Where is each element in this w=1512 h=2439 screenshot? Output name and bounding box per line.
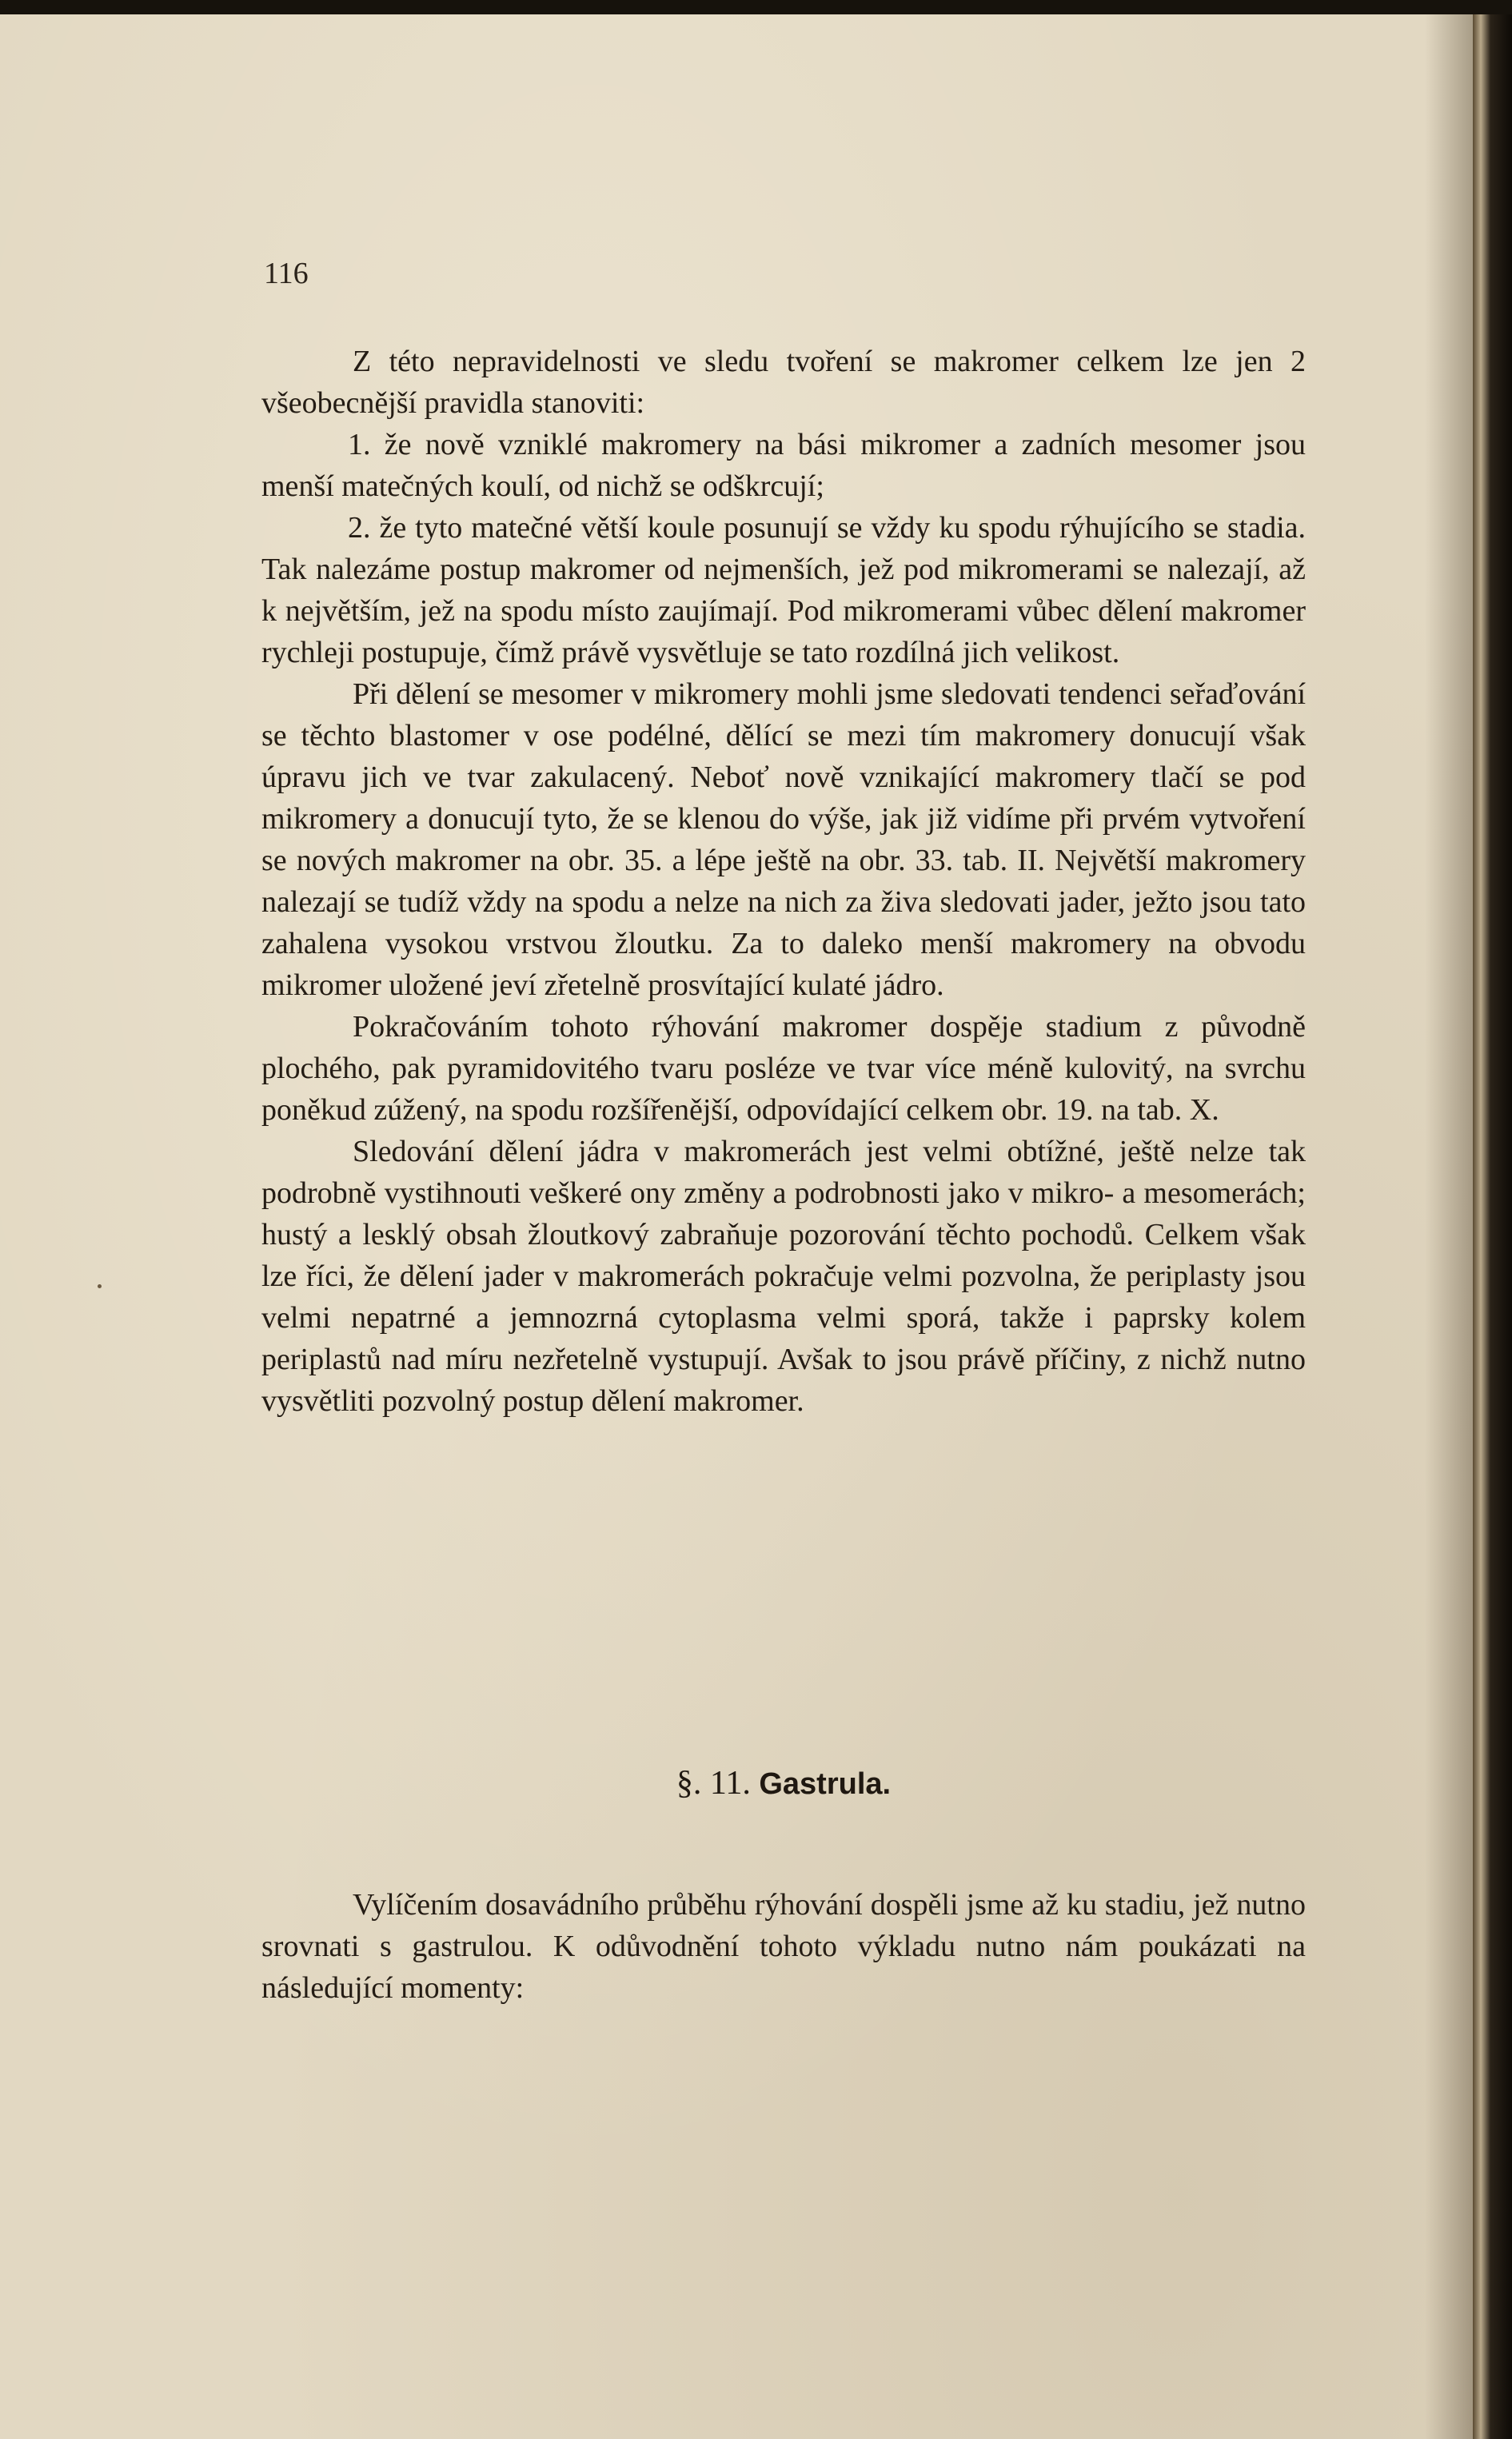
section-number: §. 11. [676, 1765, 751, 1802]
paragraph-gastrula-intro: Vylíčením dosavádního průběhu rýhování dospěli jsme až ku stadiu, jež nutno srovnati s gastrulou. K odůvodnění tohoto výkladu nutno nám poukázati na následující momenty: [261, 1888, 1306, 2005]
paragraph-intro: Z této nepravidelnosti ve sledu tvoření se makromer celkem lze jen 2 všeobecnější pravidla stanoviti: [261, 345, 1306, 420]
page-number: 116 [264, 257, 309, 290]
book-page [0, 14, 1473, 2439]
text-block-after-heading [261, 1884, 1306, 2009]
paragraph-rule-1: 1. že nově vzniklé makromery na bási mikromer a zadních mesomer jsou menší matečných koulí, od nichž se odškrcují; [261, 428, 1306, 503]
page-edge-binding [1473, 14, 1512, 2439]
text-block-before-heading [261, 341, 1306, 1422]
paragraph-mesomer-division: Při dělení se mesomer v mikromery mohli jsme sledovati tendenci seřaďování se těchto blastomer v ose podélné, dělící se mezi tím makromery donucují však úpravu jich ve tvar zakulacený. Neboť nově vznikající makromery tlačí se pod mikromery a donucují tyto, že se klenou do výše, jak již vidíme při prvém vytvoření se nových makromer na obr. 35. a lépe ještě na obr. 33. tab. II. Největší makromery nalezají se tudíž vždy na spodu a nelze na nich za živa sledovati jader, ježto jsou tato zahalena vysokou vrstvou žloutku. Za to daleko menší makromery na obvodu mikromer uložené jeví zřetelně prosvítající kulaté jádro. [261, 677, 1306, 1002]
scan-dust-mark [98, 1284, 102, 1288]
section-title: Gastrula. [759, 1767, 892, 1801]
spine-shadow [1425, 14, 1473, 2439]
section-heading [261, 1764, 1306, 1802]
paragraph-continuation: Pokračováním tohoto rýhování makromer dospěje stadium z původně plochého, pak pyramidovitého tvaru posléze ve tvar více méně kulovitý, na svrchu poněkud zúžený, na spodu rozšířenější, odpovídající celkem obr. 19. na tab. X. [261, 1010, 1306, 1127]
paragraph-rule-2: 2. že tyto matečné větší koule posunují se vždy ku spodu rýhujícího se stadia. Tak nalezáme postup makromer od nejmenších, jež pod mikromerami se nalezají, až k největším, jež na spodu místo zaujímají. Pod mikromerami vůbec dělení makromer rychleji postupuje, čímž právě vysvětluje se tato rozdílná jich velikost. [261, 511, 1306, 669]
paragraph-nucleus-division: Sledování dělení jádra v makromerách jest velmi obtížné, ještě nelze tak podrobně vystihnouti veškeré ony změny a podrobnosti jako v mikro- a mesomerách; hustý a lesklý obsah žloutkový zabraňuje pozorování těchto pochodů. Celkem však lze říci, že dělení jader v makromerách pokračuje velmi pozvolna, že periplasty jsou velmi nepatrné a jemnozrná cytoplasma velmi sporá, takže i paprsky kolem periplastů nad míru nezřetelně vystupují. Avšak to jsou právě příčiny, z nichž nutno vysvětliti pozvolný postup dělení makromer. [261, 1135, 1306, 1418]
